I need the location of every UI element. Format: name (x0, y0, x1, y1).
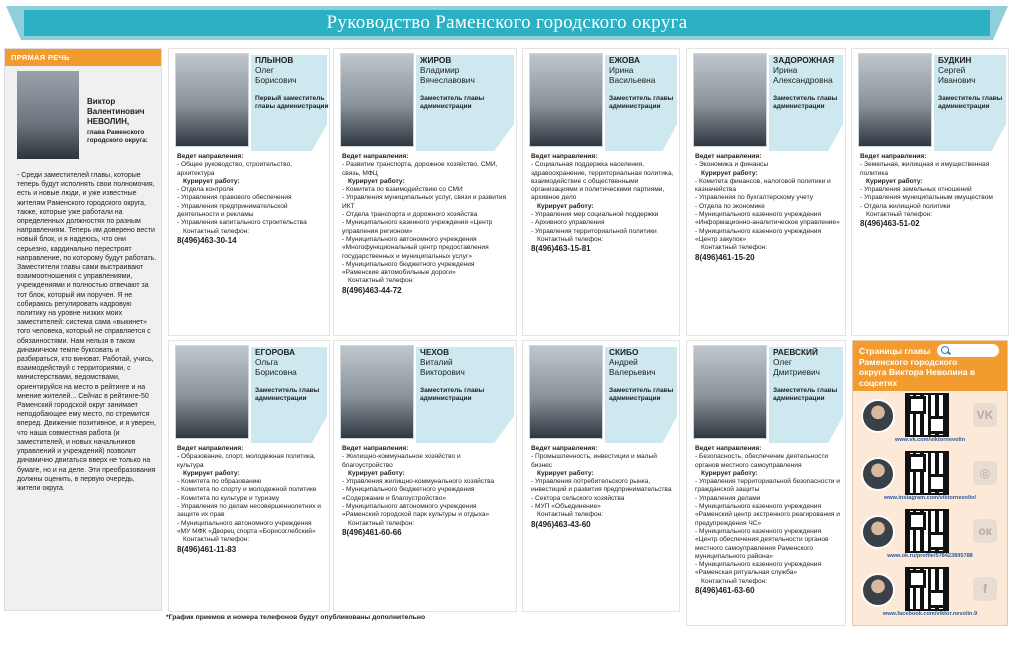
directions-label: Ведет направления: (342, 445, 409, 452)
deputy-card (686, 48, 846, 336)
directions-text: - Социальная поддержка населения, здравоохранение, территориальная политика, взаимодействие с общественными организациями и политическими партиями, архивное дело (531, 161, 674, 202)
supervises-label: Курирует работу: (348, 469, 405, 477)
deputy-role: Заместитель главы администрации (420, 387, 485, 403)
qr-code-icon[interactable] (907, 569, 947, 609)
directions-label: Ведет направления: (531, 153, 598, 160)
deputy-photo (175, 345, 249, 439)
supervised-unit: - Муниципального казенного учреждения «Центр закупок» (695, 227, 822, 243)
directions-text: - Образование, спорт, молодежная политика, культура (177, 453, 316, 469)
phone-label: Контактный телефон: (537, 511, 604, 519)
deputy-photo (175, 53, 249, 147)
supervised-unit: - Управления муниципальным имуществом (860, 194, 993, 202)
deputy-middle-name: Дмитриевич (773, 367, 820, 378)
deputy-surname: БУДКИН (938, 55, 972, 65)
deputy-details (177, 445, 325, 554)
deputy-surname: ЧЕХОВ (420, 347, 450, 357)
phone-number: 8(496)461-11-83 (177, 544, 237, 554)
deputy-role: Заместитель главы администрации (420, 95, 485, 111)
deputy-role: Заместитель главы администрации (255, 387, 320, 403)
deputy-card (851, 48, 1009, 336)
phone-label: Контактный телефон: (701, 244, 768, 252)
social-link[interactable]: www.instagram.com/viktornevolin/ (883, 495, 977, 501)
supervised-unit: - Отдела контроля (177, 186, 234, 194)
deputy-role: Заместитель главы администрации (609, 95, 674, 111)
deputy-role: Заместитель главы администрации (773, 95, 838, 111)
supervised-unit: - Муниципального казенного учреждения «Информационно-аналитическое управление» (695, 211, 840, 227)
phone-label: Контактный телефон: (701, 577, 768, 585)
supervised-unit: - Муниципального казенного учреждения «Раменская ритуальная служба» (695, 561, 822, 577)
supervised-unit: - Управления по бухгалтерскому учету (695, 194, 813, 202)
deputy-name (773, 55, 834, 86)
phone-label: Контактный телефон: (348, 277, 415, 285)
supervised-unit: - Управления мер социальной поддержки (531, 211, 659, 219)
page-title: Руководство Раменского городского округа (326, 12, 688, 33)
deputy-name (255, 55, 297, 86)
social-header (853, 341, 1007, 391)
avatar (861, 573, 895, 607)
footnote: *График приемов и номера телефонов будут опубликованы дополнительно (166, 614, 426, 621)
deputy-first-name: Ольга (255, 357, 278, 368)
head-middle-name: Валентинович (87, 107, 145, 116)
deputy-card (522, 48, 680, 336)
phone-number: 8(496)463-30-14 (177, 235, 237, 245)
supervised-unit: - Комитета по спорту и молодежной политике (177, 486, 317, 494)
supervises-label: Курирует работу: (701, 469, 758, 477)
deputy-middle-name: Вячеславович (420, 75, 475, 86)
head-quote: - Среди заместителей главы, которые теперь будут исполнять свои полномочия, есть и новые люди, и уже известные жителям Раменского городского округа, также, которые уже работали на определенных должностях по разным направлениям. Теперь им доверено вести новый блок, и я надеюсь, что они серьезно, кардинально перестроят направление, по которому будут работать. Заместители главы сами выстраивают взаимоотношения с управлениями, учреждениями и полностью отвечают за тот блок, который им поручен. Я не собираюсь регулировать кадровую политику на уровне низких моих заместителей: система сама «выкинет» того человека, который не справляется с обязанностями. Нам нельзя в таком динамичном темпе буксовать и разбираться, кто виноват. Работай, учись, взаимодействуй с территориями, с министерствами, ведомствами, ориентируйся на место в рейтинге и на мнение жителей... Сейчас в рейтинге-50 Раменский городской округ занимает неподобающее ему место, по стремится вперед. Движение позитивное, и я уверен, что наша совместная работа (и заместителей, и новых начальников управлений и учреждений) позволит динамично двигаться вверх не только на бумаге, но и на деле. Эти преобразования должны оценить, в первую очередь, жители округа. (17, 172, 157, 492)
deputy-middle-name: Валерьевич (609, 367, 656, 378)
directions-text: - Общее руководство, строительство, архитектура (177, 161, 293, 177)
deputy-first-name: Олег (255, 65, 274, 76)
deputy-first-name: Ирина (609, 65, 634, 76)
phone-number: 8(496)461-15-20 (695, 252, 755, 262)
supervised-unit: - Муниципального бюджетного учреждения «Содержание и благоустройство» (342, 486, 475, 502)
phone-label: Контактный телефон: (183, 536, 250, 544)
deputy-details (531, 153, 675, 254)
deputy-surname: СКИБО (609, 347, 639, 357)
phone-label: Контактный телефон: (866, 211, 933, 219)
qr-code-icon[interactable] (907, 453, 947, 493)
directions-text: - Развитие транспорта, дорожное хозяйство, СМИ, связь, МФЦ (342, 161, 498, 177)
phone-number: 8(496)463-43-60 (531, 519, 591, 529)
supervised-unit: - Управления муниципальных услуг, связи и развития ИКТ (342, 194, 507, 210)
deputy-card (168, 340, 330, 612)
directions-label: Ведет направления: (177, 445, 244, 452)
phone-number: 8(496)461-63-60 (695, 586, 755, 596)
directions-label: Ведет направления: (695, 153, 762, 160)
deputy-photo (693, 345, 767, 439)
directions-text: - Жилищно-коммунальное хозяйство и благоустройство (342, 453, 461, 469)
deputy-card (168, 48, 330, 336)
supervised-unit: - Муниципального казенного учреждения «Центр управления регионом» (342, 219, 493, 235)
deputy-card (686, 340, 846, 626)
deputy-card (333, 340, 517, 612)
deputy-middle-name: Борисовна (255, 367, 297, 378)
deputy-first-name: Олег (773, 357, 792, 368)
deputy-role: Заместитель главы администрации (609, 387, 674, 403)
deputy-first-name: Виталий (420, 357, 453, 368)
deputy-role: Заместитель главы администрации (773, 387, 838, 403)
head-name (87, 97, 163, 127)
deputy-details (177, 153, 325, 245)
deputy-first-name: Владимир (420, 65, 460, 76)
social-row-vk[interactable] (857, 393, 1003, 449)
social-link[interactable]: www.facebook.com/viktor.nevolin.9 (882, 611, 978, 617)
deputy-first-name: Ирина (773, 65, 798, 76)
qr-code-icon[interactable] (907, 511, 947, 551)
phone-number: 8(496)463-15-81 (531, 244, 591, 254)
deputy-middle-name: Васильевна (609, 75, 656, 86)
deputy-middle-name: Викторович (420, 367, 465, 378)
social-row-facebook[interactable] (857, 567, 1003, 623)
deputy-role: Заместитель главы администрации (938, 95, 1003, 111)
social-panel (852, 340, 1008, 626)
supervised-unit: - Муниципального автономного учреждения «Раменский городской парк культуры и отдыха» (342, 503, 490, 519)
phone-label: Контактный телефон: (183, 227, 250, 235)
supervised-unit: - Комитета по взаимодействию со СМИ (342, 186, 463, 194)
phone-label: Контактный телефон: (537, 235, 604, 243)
deputy-name (609, 55, 655, 86)
social-row-instagram[interactable] (857, 451, 1003, 507)
supervised-unit: - Управления правового обеспечения (177, 194, 292, 202)
deputy-surname: ПЛЫНОВ (255, 55, 294, 65)
supervised-unit: - Архивного управления (531, 219, 605, 227)
supervised-unit: - Управления по делам несовершеннолетних и защите их прав (177, 503, 321, 519)
supervised-unit: - Комитета финансов, налоговой политики и казначейства (695, 177, 831, 194)
deputy-photo (340, 345, 414, 439)
supervises-label: Курирует работу: (183, 177, 240, 185)
deputy-surname: ЕЖОВА (609, 55, 640, 65)
supervised-unit: - Управления делами (695, 494, 761, 502)
social-link[interactable]: www.vk.com/viktornevolin (894, 437, 966, 443)
supervises-label: Курирует работу: (348, 177, 405, 185)
avatar (861, 457, 895, 491)
deputy-photo (693, 53, 767, 147)
deputy-card (333, 48, 517, 336)
vk-icon[interactable]: VK (973, 403, 997, 427)
deputy-first-name: Андрей (609, 357, 638, 368)
supervised-unit: - Управления капитального строительства (177, 219, 307, 227)
banner-inner (24, 10, 990, 36)
deputy-surname: ЖИРОВ (420, 55, 452, 65)
directions-text: - Промышленность, инвестиции и малый бизнес (531, 453, 657, 469)
phone-number: 8(496)463-51-02 (860, 219, 920, 229)
deputy-details (342, 153, 512, 295)
ok-icon[interactable]: ок (973, 519, 997, 543)
search-icon (937, 344, 999, 357)
supervised-unit: - Комитета по культуре и туризму (177, 494, 280, 502)
deputy-details (531, 445, 675, 529)
deputy-photo (858, 53, 932, 147)
head-position: глава Раменского городского округа: (87, 129, 148, 144)
supervises-label: Курирует работу: (537, 469, 594, 477)
phone-number: 8(496)461-60-66 (342, 527, 402, 537)
deputy-details (860, 153, 1004, 229)
deputy-surname: ЕГОРОВА (255, 347, 296, 357)
deputy-surname: ЗАДОРОЖНАЯ (773, 55, 835, 65)
deputy-details (695, 445, 841, 595)
deputy-middle-name: Иванович (938, 75, 976, 86)
deputy-middle-name: Борисович (255, 75, 297, 86)
head-photo (17, 71, 79, 159)
directions-label: Ведет направления: (342, 153, 409, 160)
title-banner (6, 6, 1008, 40)
supervised-unit: - МУП «Объединение» (531, 503, 601, 511)
deputy-name (938, 55, 975, 86)
deputy-photo (529, 345, 603, 439)
supervises-label: Курирует работу: (866, 177, 923, 185)
supervised-unit: - Отдела жилищной политики (860, 202, 951, 210)
deputy-name (609, 347, 656, 378)
facebook-icon[interactable]: f (973, 577, 997, 601)
deputy-name (773, 347, 820, 378)
direct-speech-column (4, 48, 162, 611)
deputy-details (342, 445, 512, 537)
deputy-details (695, 153, 841, 262)
instagram-icon[interactable]: ◎ (973, 461, 997, 485)
supervised-unit: - Управления потребительского рынка, инвестиций и развития предпринимательства (531, 478, 672, 494)
supervised-unit: - Сектора сельского хозяйства (531, 494, 625, 502)
supervised-unit: - Комитета по образованию (177, 478, 262, 486)
deputy-card (522, 340, 680, 612)
direct-speech-header: ПРЯМАЯ РЕЧЬ (5, 49, 161, 66)
social-row-ok[interactable] (857, 509, 1003, 565)
supervised-unit: - Управления территориальной безопасности и гражданской защиты (695, 478, 840, 494)
supervised-unit: - Муниципального автономного учреждения «Многофункциональный центр предоставления государственных и муниципальных услуг» (342, 235, 489, 260)
deputy-name (255, 347, 297, 378)
directions-label: Ведет направления: (177, 153, 244, 160)
avatar (861, 515, 895, 549)
social-header-text: Страницы главы Раменского городского округа Виктора Неволина в соцсетях (859, 346, 976, 388)
supervises-label: Курирует работу: (701, 169, 758, 177)
supervised-unit: - Муниципального казенного учреждения «Центр обеспечения деятельности органов местного самоуправления Раменского муниципального района» (695, 527, 829, 560)
supervised-unit: - Отдела транспорта и дорожного хозяйства (342, 211, 478, 219)
qr-code-icon[interactable] (907, 395, 947, 435)
deputy-name (420, 347, 465, 378)
deputy-first-name: Сергей (938, 65, 966, 76)
directions-text: - Безопасность, обеспечение деятельности органов местного самоуправления (695, 453, 829, 469)
head-first-name: Виктор (87, 97, 116, 106)
deputy-photo (340, 53, 414, 147)
supervised-unit: - Управления земельных отношений (860, 186, 972, 194)
head-last-name: НЕВОЛИН, (87, 117, 130, 126)
supervised-unit: - Отдела по экономике (695, 202, 765, 210)
directions-label: Ведет направления: (860, 153, 927, 160)
supervises-label: Курирует работу: (183, 469, 240, 477)
phone-number: 8(496)463-44-72 (342, 285, 402, 295)
directions-label: Ведет направления: (695, 445, 762, 452)
supervises-label: Курирует работу: (537, 202, 594, 210)
directions-label: Ведет направления: (531, 445, 598, 452)
supervised-unit: - Управления жилищно-коммунального хозяйства (342, 478, 495, 486)
deputy-photo (529, 53, 603, 147)
deputy-surname: РАЕВСКИЙ (773, 347, 818, 357)
deputy-name (420, 55, 475, 86)
supervised-unit: - Муниципального казенного учреждения «Раменский центр экстренного реагирования и предупреждения ЧС» (695, 503, 840, 527)
avatar (861, 399, 895, 433)
directions-text: - Экономика и финансы (695, 161, 769, 169)
supervised-unit: - Управления территориальной политики (531, 227, 657, 235)
social-link[interactable]: www.ok.ru/profile/578423895788 (887, 553, 973, 559)
deputy-role: Первый заместитель главы администрации (255, 95, 329, 111)
directions-text: - Земельная, жилищная и имущественная политика (860, 161, 990, 177)
supervised-unit: - Муниципального бюджетного учреждения «Раменские автомобильные дороги» (342, 260, 475, 277)
supervised-unit: - Муниципального автономного учреждения «МУ МФК «Дворец спорта «Борисоглебский» (177, 519, 316, 535)
phone-label: Контактный телефон: (348, 519, 415, 527)
deputy-middle-name: Александровна (773, 75, 833, 86)
supervised-unit: - Управления предпринимательской деятельности и рекламы (177, 202, 288, 219)
